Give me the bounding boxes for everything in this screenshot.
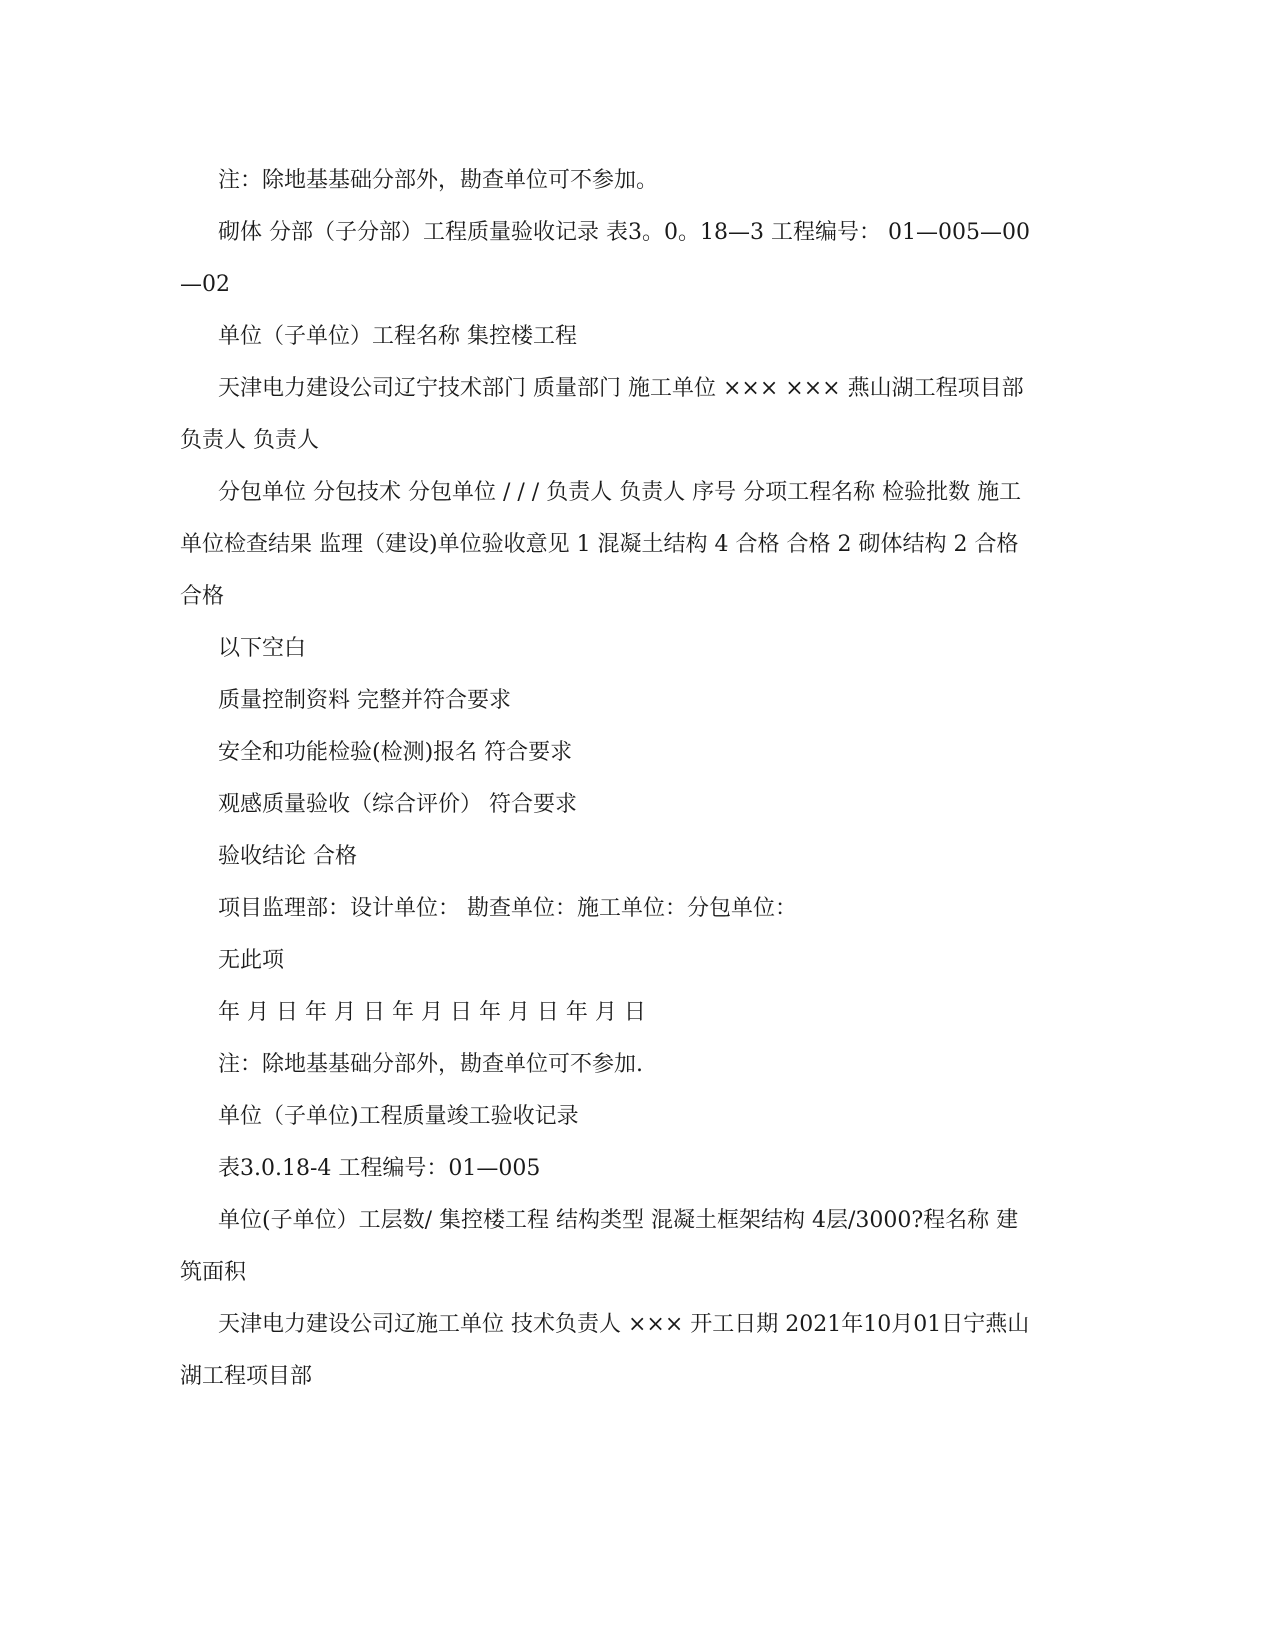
table-number-paragraph: 表3.0.18-4 工程编号：01—005: [218, 1156, 541, 1181]
blank-below-paragraph: 以下空白: [218, 636, 307, 661]
signatories-paragraph: 项目监理部：设计单位： 勘查单位：施工单位：分包单位：: [218, 896, 797, 921]
construction-unit-paragraph: 天津电力建设公司辽宁技术部门 质量部门 施工单位 ××× ××× 燕山湖工程项目部 负责人 负责人: [180, 376, 1024, 453]
not-applicable-paragraph: 无此项: [218, 948, 285, 973]
note-paragraph: 注：除地基基础分部外，勘查单位可不参加。: [218, 168, 659, 193]
document-body: [180, 155, 1040, 1403]
subcontract-paragraph: 分包单位 分包技术 分包单位 / / / 负责人 负责人 序号 分项工程名称 检验批数 施工单位检查结果 监理（建设)单位验收意见 1 混凝土结构 4 合格 合格 2 砌体结构 2 合格 合格: [180, 480, 1022, 609]
acceptance-conclusion-paragraph: 验收结论 合格: [218, 844, 357, 869]
record-title-paragraph: 砌体 分部（子分部）工程质量验收记录 表3。0。18—3 工程编号： 01—005—00—02: [180, 220, 1030, 297]
construction-unit-info-paragraph: 天津电力建设公司辽施工单位 技术负责人 ××× 开工日期 2021年10月01日宁燕山湖工程项目部: [180, 1312, 1030, 1389]
dates-paragraph: 年 月 日 年 月 日 年 月 日 年 月 日 年 月 日: [218, 1000, 646, 1025]
note-paragraph-2: 注：除地基基础分部外，勘查单位可不参加.: [218, 1052, 643, 1077]
project-name-paragraph: 单位（子单位）工程名称 集控楼工程: [218, 324, 577, 349]
safety-function-paragraph: 安全和功能检验(检测)报名 符合要求: [218, 740, 573, 765]
unit-project-info-paragraph: 单位(子单位）工层数/ 集控楼工程 结构类型 混凝土框架结构 4层/3000?程名称 建筑面积: [180, 1208, 1019, 1285]
completion-record-title: 单位（子单位)工程质量竣工验收记录: [218, 1104, 579, 1129]
appearance-quality-paragraph: 观感质量验收（综合评价） 符合要求: [218, 792, 577, 817]
quality-control-paragraph: 质量控制资料 完整并符合要求: [218, 688, 511, 713]
